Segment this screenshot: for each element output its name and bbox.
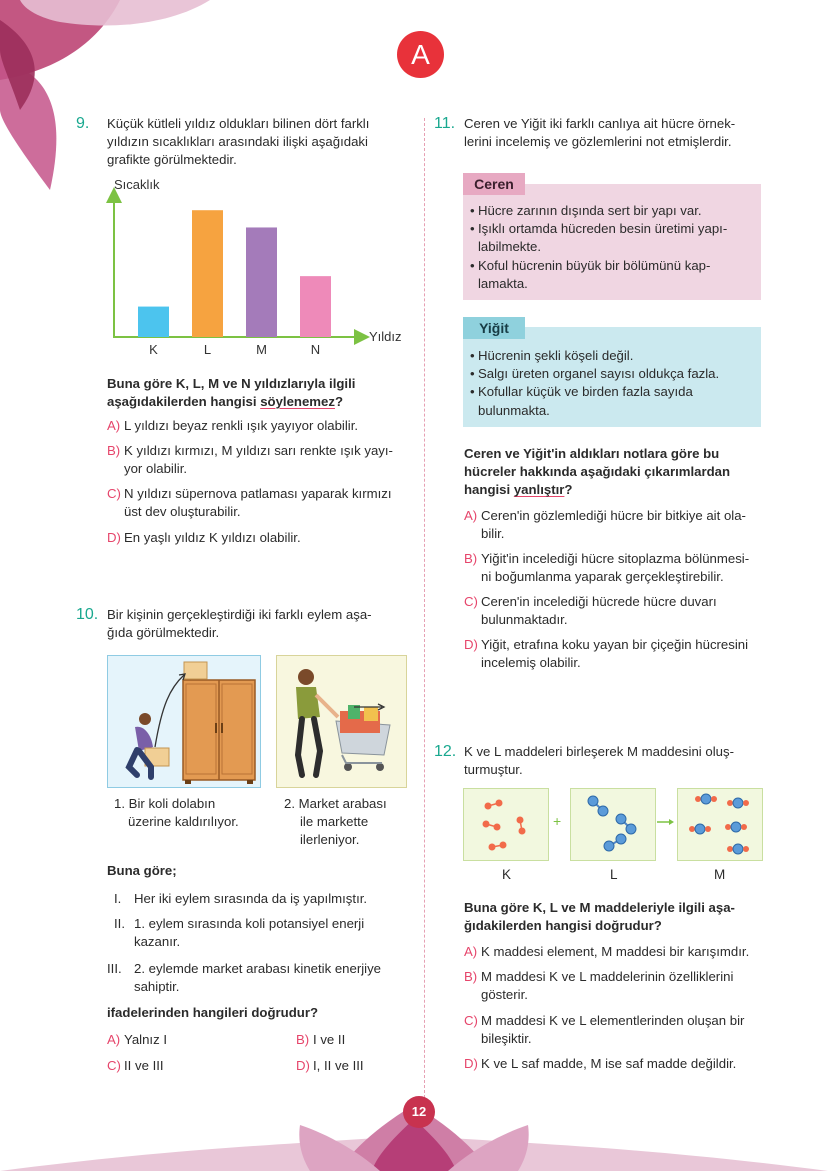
q11-stem-line: lerini incelemiş ve gözlemlerini not etmişlerdir. xyxy=(464,134,732,150)
option-label: B) xyxy=(464,551,478,566)
note-text: bulunmakta. xyxy=(478,402,550,418)
label-m: M xyxy=(714,867,726,882)
option-label: C) xyxy=(107,1058,121,1073)
caption-line: ile markette xyxy=(300,814,369,830)
note-text: • Hücre zarının dışında sert bir yapı var. xyxy=(478,203,702,218)
arrow-icon xyxy=(657,818,675,826)
substance-m-molecules xyxy=(678,789,764,862)
q11-prompt-line: hücreler hakkında aşağıdaki çıkarımlardan xyxy=(464,464,731,480)
q10-option-b[interactable] xyxy=(296,1031,416,1049)
q10-option-a[interactable] xyxy=(107,1031,257,1049)
option-text: bilir. xyxy=(481,526,505,542)
statement-text: kazanır. xyxy=(134,934,181,950)
option-text: gösterir. xyxy=(481,987,528,1003)
option-label: B) xyxy=(107,443,121,458)
note-text: • Salgı üreten organel sayısı oldukça fazla. xyxy=(478,366,720,382)
option-label: C) xyxy=(107,486,121,501)
note-text: • Hücrenin şekli köşeli değil. xyxy=(478,348,634,363)
tick-label-k: K xyxy=(149,342,158,357)
yigit-title: Yiğit xyxy=(463,317,525,339)
statement-text: Her iki eylem sırasında da iş yapılmıştır. xyxy=(134,891,368,906)
option-label: D) xyxy=(107,530,121,545)
option-text: I ve II xyxy=(313,1032,346,1047)
tick-label-n: N xyxy=(310,342,321,357)
q11-option-c[interactable] xyxy=(464,593,766,629)
substance-k-molecules xyxy=(464,789,550,862)
substance-l-box xyxy=(570,788,656,861)
q12-option-d[interactable] xyxy=(464,1055,769,1073)
option-label: A) xyxy=(107,1032,121,1047)
option-text: üst dev oluşturabilir. xyxy=(124,504,241,520)
question-9-stem xyxy=(107,115,409,170)
option-label: D) xyxy=(464,637,478,652)
option-text: M maddesi K ve L elementlerinden oluşan bir xyxy=(481,1013,745,1028)
question-10-stem xyxy=(107,606,409,642)
caption-line: 1. Bir koli dolabın xyxy=(114,796,216,811)
note-text: • Kofullar küçük ve birden fazla sayıda xyxy=(478,384,693,400)
question-9-prompt xyxy=(107,375,412,411)
q11-prompt-part: hangisi xyxy=(464,482,514,498)
q9-prompt-line: Buna göre K, L, M ve N yıldızlarıyla ilgili xyxy=(107,376,356,391)
lifting-box-illustration xyxy=(107,655,261,788)
bar-k xyxy=(138,307,169,337)
option-text: bileşiktir. xyxy=(481,1031,532,1047)
temperature-bar-chart xyxy=(100,175,420,365)
option-label: D) xyxy=(464,1056,478,1071)
option-text: En yaşlı yıldız K yıldızı olabilir. xyxy=(124,530,301,545)
caption-action-1 xyxy=(114,795,264,831)
q9-option-a[interactable] xyxy=(107,417,412,435)
q12-option-b[interactable] xyxy=(464,968,769,1004)
option-label: C) xyxy=(464,594,478,609)
label-k: K xyxy=(502,867,512,882)
q12-option-a[interactable] xyxy=(464,943,769,961)
note-item xyxy=(470,365,756,383)
option-text: N yıldızı süpernova patlaması yaparak kırmızı xyxy=(124,486,392,501)
option-label: D) xyxy=(296,1058,310,1073)
q10-stem-line: ğıda görülmektedir. xyxy=(107,625,220,641)
bar-l xyxy=(192,210,223,337)
q10-lead: Buna göre; xyxy=(107,863,177,878)
q9-prompt-part: aşağıdakilerden hangisi xyxy=(107,394,261,410)
question-number-11: 11. xyxy=(434,115,456,132)
y-axis-label: Sıcaklık xyxy=(114,177,160,192)
q12-option-c[interactable] xyxy=(464,1012,769,1048)
note-item xyxy=(470,257,756,293)
note-item xyxy=(470,220,756,256)
option-text: K maddesi element, M maddesi bir karışımdır. xyxy=(481,944,750,959)
option-label: B) xyxy=(464,969,478,984)
q10-option-c[interactable] xyxy=(107,1057,257,1075)
option-label: A) xyxy=(464,944,478,959)
corner-flower-decoration xyxy=(0,0,260,200)
option-text: yor olabilir. xyxy=(124,461,188,477)
option-text: M maddesi K ve L maddelerinin özelliklerini xyxy=(481,969,734,984)
option-label: B) xyxy=(296,1032,310,1047)
question-number-9: 9. xyxy=(76,115,90,132)
option-text: K ve L saf madde, M ise saf madde değildir. xyxy=(481,1056,737,1071)
q10-option-d[interactable] xyxy=(296,1057,416,1075)
q10-stem-line: Bir kişinin gerçekleştirdiği iki farklı eylem aşa- xyxy=(107,607,372,622)
q12-stem-line: turmuştur. xyxy=(464,762,523,778)
label-l: L xyxy=(610,867,618,882)
tick-label-m: M xyxy=(256,342,267,357)
option-text: I, II ve III xyxy=(313,1058,364,1073)
substance-m-box xyxy=(677,788,763,861)
q11-prompt-line: Ceren ve Yiğit'in aldıkları notlara göre bu xyxy=(464,446,720,461)
q11-stem-line: Ceren ve Yiğit iki farklı canlıya ait hücre örnek- xyxy=(464,116,736,131)
q9-option-d[interactable] xyxy=(107,529,412,547)
statement-text: 2. eylemde market arabası kinetik enerjiye xyxy=(134,961,382,976)
bar-n xyxy=(300,276,331,337)
q10-statement-2 xyxy=(114,915,412,951)
x-axis-label: Yıldız xyxy=(369,329,402,344)
option-text: ni boğumlanma yaparak gerçekleştirebilir. xyxy=(481,569,724,585)
statement-text: sahiptir. xyxy=(134,979,180,995)
statement-number: II. xyxy=(114,916,125,931)
plus-sign: + xyxy=(553,813,562,829)
option-text: Yiğit'in incelediği hücre sitoplazma bölünmesi- xyxy=(481,551,750,566)
statement-number: III. xyxy=(107,961,122,976)
shopping-cart-illustration xyxy=(276,655,407,788)
option-text: incelemiş olabilir. xyxy=(481,655,581,671)
q9-option-b[interactable] xyxy=(107,442,412,478)
q9-stem-line: Küçük kütleli yıldız oldukları bilinen dört farklı xyxy=(107,116,370,131)
substance-l-molecules xyxy=(571,789,657,862)
q9-stem-line: yıldızın sıcaklıkları arasındaki ilişki aşağıdaki xyxy=(107,134,368,150)
note-text: lamakta. xyxy=(478,275,528,291)
caption-line: ilerleniyor. xyxy=(300,832,360,848)
q10-statement-1 xyxy=(114,890,412,908)
question-12-prompt xyxy=(464,899,769,935)
caption-line: 2. Market arabası xyxy=(284,796,387,811)
note-item xyxy=(470,347,756,365)
bar-m xyxy=(246,227,277,337)
statement-text: 1. eylem sırasında koli potansiyel enerji xyxy=(134,916,365,931)
note-item xyxy=(470,202,756,220)
q10-question: ifadelerinden hangileri doğrudur? xyxy=(107,1005,319,1020)
question-number-12: 12. xyxy=(434,743,457,760)
yigit-notes-list xyxy=(470,347,756,420)
note-text: • Koful hücrenin büyük bir bölümünü kap- xyxy=(478,257,711,273)
question-11-prompt xyxy=(464,445,769,500)
question-number-10: 10. xyxy=(76,606,99,623)
option-text: Ceren'in incelediği hücrede hücre duvarı xyxy=(481,594,717,609)
tick-label-l: L xyxy=(203,342,212,357)
question-12-stem xyxy=(464,743,766,779)
substance-k-box xyxy=(463,788,549,861)
option-text: L yıldızı beyaz renkli ışık yayıyor olabilir. xyxy=(124,418,359,433)
option-label: A) xyxy=(464,508,478,523)
q11-negative-keyword: yanlıştır xyxy=(513,482,565,498)
q9-option-c[interactable] xyxy=(107,485,412,521)
caption-line: üzerine kaldırılıyor. xyxy=(128,814,239,830)
page-number: 12 xyxy=(403,1096,435,1128)
column-divider xyxy=(424,118,425,1108)
note-text: labilmekte. xyxy=(478,239,542,255)
booklet-type-badge: A xyxy=(397,31,444,78)
option-text: bulunmaktadır. xyxy=(481,612,568,628)
option-text: Yalnız I xyxy=(124,1032,168,1047)
note-item xyxy=(470,383,756,419)
option-text: K yıldızı kırmızı, M yıldızı sarı renkte ışık yayı- xyxy=(124,443,393,458)
q11-option-b[interactable] xyxy=(464,550,766,586)
q10-statement-3 xyxy=(107,960,412,996)
option-label: C) xyxy=(464,1013,478,1028)
q12-prompt-line: Buna göre K, L ve M maddeleriyle ilgili aşa- xyxy=(464,900,735,915)
q9-prompt-part: ? xyxy=(334,394,344,410)
option-text: II ve III xyxy=(124,1058,164,1073)
q11-option-a[interactable] xyxy=(464,507,766,543)
option-label: A) xyxy=(107,418,121,433)
statement-number: I. xyxy=(114,891,122,906)
question-11-stem xyxy=(464,115,764,151)
ceren-notes-list xyxy=(470,202,756,293)
option-text: Ceren'in gözlemlediği hücre bir bitkiye ait ola- xyxy=(481,508,746,523)
q11-prompt-part: ? xyxy=(564,482,573,498)
q11-option-d[interactable] xyxy=(464,636,766,672)
q9-negative-keyword: söylenemez xyxy=(260,394,335,410)
q9-stem-line: grafikte görülmektedir. xyxy=(107,152,237,168)
option-text: Yiğit, etrafına koku yayan bir çiçeğin hücresini xyxy=(481,637,749,652)
q12-prompt-line: ğıdakilerden hangisi doğrudur? xyxy=(464,918,662,934)
caption-action-2 xyxy=(284,795,414,850)
q12-stem-line: K ve L maddeleri birleşerek M maddesini oluş- xyxy=(464,744,734,759)
ceren-title: Ceren xyxy=(463,173,525,195)
note-text: • Işıklı ortamda hücreden besin üretimi yapı- xyxy=(478,221,728,237)
